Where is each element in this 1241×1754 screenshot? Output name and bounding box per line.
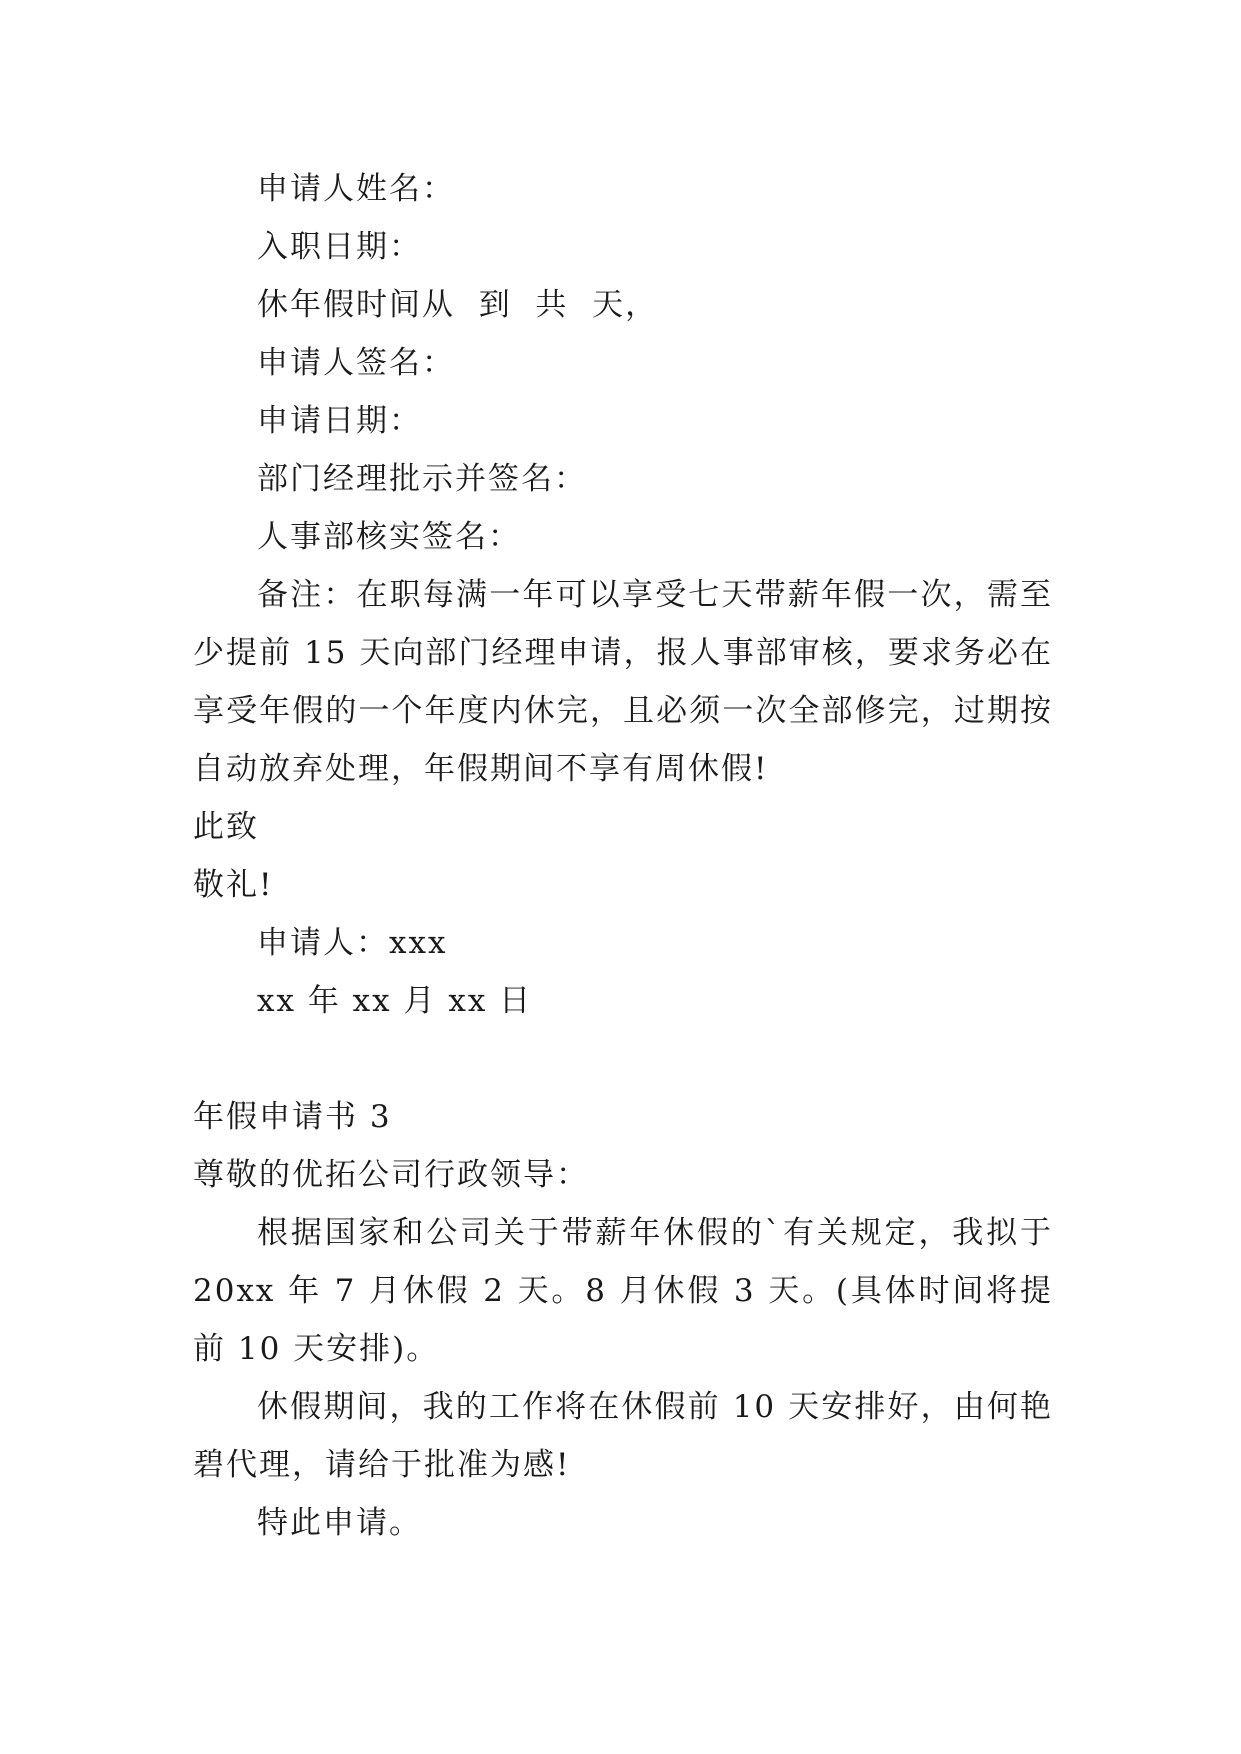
salutation-line: 尊敬的优拓公司行政领导： — [193, 1157, 589, 1193]
spacer — [193, 1030, 1053, 1088]
body-paragraph-2: 休假期间，我的工作将在休假前 10 天安排好，由何艳碧代理，请给于批准为感! — [193, 1389, 1053, 1483]
hr-sign-line: 人事部核实签名： — [257, 519, 521, 555]
document-body — [193, 160, 1053, 1552]
note-paragraph: 备注：在职每满一年可以享受七天带薪年假一次，需至少提前 15 天向部门经理申请，报人事部审核，要求务必在享受年假的一个年度内休完，且必须一次全部修完，过期按自动放弃处理，年假期间不享有周休假! — [193, 577, 1053, 787]
signer-line: 申请人：xxx — [257, 925, 448, 961]
body-paragraph-3: 特此申请。 — [257, 1505, 422, 1541]
closing-line-1: 此致 — [193, 809, 259, 845]
applicant-name-line: 申请人姓名： — [257, 171, 455, 207]
applicant-signature-line: 申请人签名： — [257, 345, 455, 381]
apply-date-line: 申请日期： — [257, 403, 422, 439]
closing-line-2: 敬礼! — [193, 867, 274, 903]
date-line: xx 年 xx 月 xx 日 — [257, 983, 533, 1019]
manager-sign-line: 部门经理批示并签名： — [257, 461, 587, 497]
body-paragraph-1: 根据国家和公司关于带薪年休假的`有关规定，我拟于 20xx 年 7 月休假 2 天。8 月休假 3 天。(具体时间将提前 10 天安排)。 — [193, 1215, 1053, 1367]
leave-period-line: 休年假时间从 到 共 天， — [257, 287, 659, 323]
hire-date-line: 入职日期： — [257, 229, 422, 265]
section-title: 年假申请书 3 — [193, 1099, 392, 1135]
